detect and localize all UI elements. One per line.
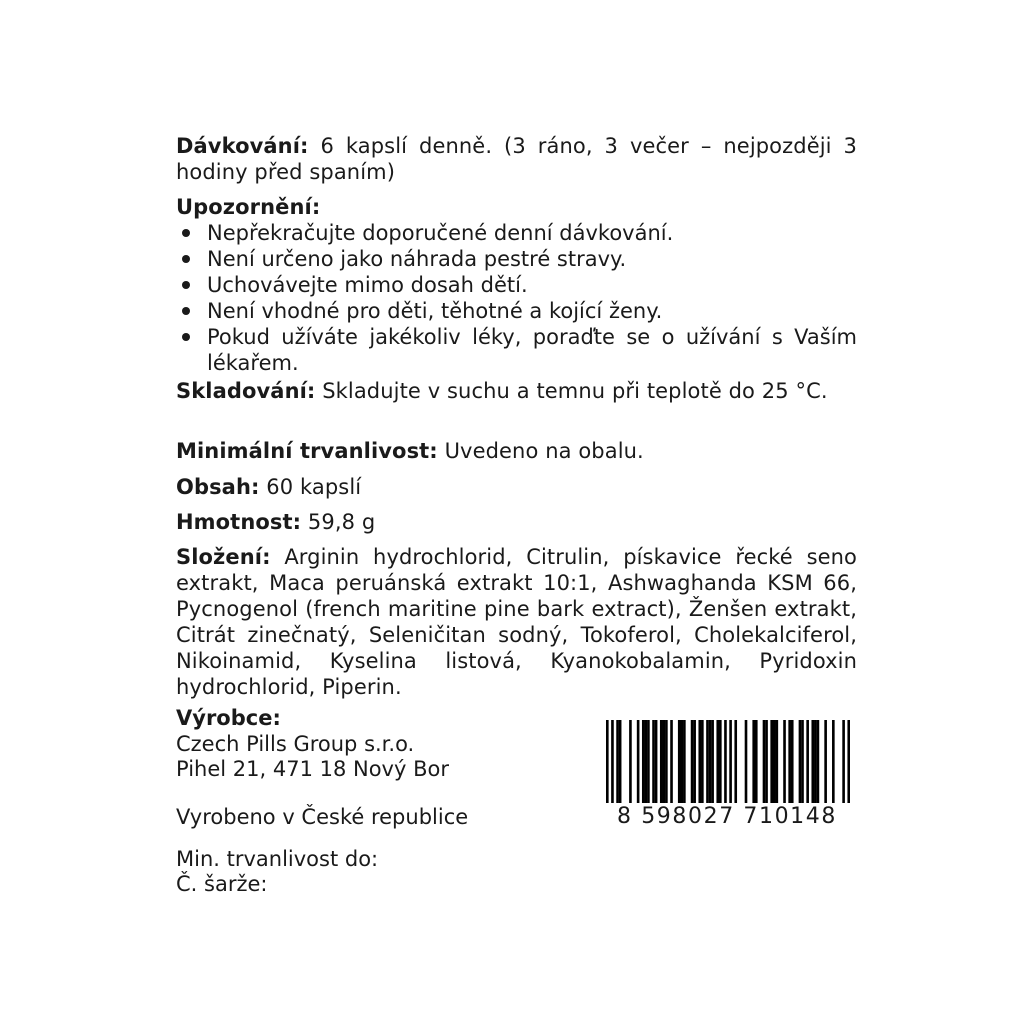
barcode-bar: [652, 720, 655, 810]
barcode-bar: [645, 720, 648, 810]
barcode-bar: [716, 720, 719, 810]
storage-text: Skladujte v suchu a temnu při teplotě do 25 °C.: [315, 379, 828, 403]
composition-paragraph: [176, 544, 857, 700]
barcode-bar: [629, 720, 632, 810]
barcode-bar: [660, 720, 663, 810]
barcode-bar: [832, 720, 835, 810]
weight-paragraph: [176, 509, 857, 535]
warning-item: Pokud užíváte jakékoliv léky, poraďte se o užívání s Vaším lékařem.: [176, 324, 857, 376]
origin-text: Vyrobeno v České republice: [176, 805, 469, 829]
barcode-bar: [806, 720, 809, 810]
barcode-bar: [619, 720, 622, 810]
barcode-bar: [783, 720, 786, 810]
composition-text: Arginin hydrochlorid, Citrulin, pískavice řecké seno extrakt, Maca peruánská extrakt 10:1, Ashwaghanda KSM 66, Pycnogenol (french maritine pine bark extract), Ženšen extrakt, Citrát zinečnatý, Seleničitan sodný, Tokoferol, Cholekalciferol, Nikoinamid, Kyselina listová, Kyanokobalamin, Pyridoxin hydrochlorid, Piperin.: [176, 545, 857, 699]
warnings-list: [176, 220, 857, 376]
barcode-bar: [642, 720, 645, 810]
barcode-bar: [755, 720, 758, 810]
barcode-bar: [693, 720, 696, 810]
storage-label: Skladování:: [176, 379, 316, 403]
barcode-bar: [763, 720, 766, 810]
barcode-bar: [788, 720, 791, 810]
barcode-bar: [663, 720, 666, 810]
barcode-bar: [824, 720, 827, 810]
composition-label: Složení:: [176, 545, 271, 569]
shelf-life-label: Minimální trvanlivost:: [176, 439, 438, 463]
warning-item: Není vhodné pro děti, těhotné a kojící ženy.: [176, 298, 857, 324]
batch-label: Č. šarže:: [176, 872, 268, 896]
warning-item: Není určeno jako náhrada pestré stravy.: [176, 246, 857, 272]
contents-label: Obsah:: [176, 475, 260, 499]
dosage-label: Dávkování:: [176, 134, 309, 158]
barcode-bar: [665, 720, 668, 810]
barcode-bar: [683, 720, 686, 810]
warning-item: Nepřekračujte doporučené denní dávkování.: [176, 220, 857, 246]
barcode-bar: [706, 720, 709, 810]
weight-label: Hmotnost:: [176, 510, 302, 534]
barcode-bar: [799, 720, 802, 810]
contents-paragraph: [176, 474, 857, 500]
barcode-bar: [745, 720, 748, 810]
barcode-bar: [655, 720, 658, 810]
barcode-digits: 8 598027 710148: [600, 803, 854, 830]
manufacturer-label: Výrobce:: [176, 706, 281, 730]
best-before-label: Min. trvanlivost do:: [176, 847, 379, 871]
barcode-bar: [698, 720, 701, 810]
barcode-bar: [709, 720, 712, 810]
shelf-life-text: Uvedeno na obalu.: [437, 439, 644, 463]
shelf-life-paragraph: [176, 438, 857, 464]
barcode-bar: [701, 720, 704, 810]
weight-text: 59,8 g: [301, 510, 376, 534]
dosage-paragraph: [176, 133, 857, 185]
barcode-bar: [770, 720, 773, 810]
barcode-bar: [765, 720, 768, 810]
barcode-bar: [678, 720, 681, 810]
barcode-bar: [680, 720, 683, 810]
warnings-heading: Upozornění:: [176, 195, 321, 219]
manufacturer-address: Pihel 21, 471 18 Nový Bor: [176, 757, 449, 781]
barcode-bar: [616, 720, 619, 810]
warning-item: Uchovávejte mimo dosah dětí.: [176, 272, 857, 298]
barcode-bar: [670, 720, 673, 810]
barcode-bar: [811, 720, 814, 810]
barcode-bar: [791, 720, 794, 810]
barcode-bar: [637, 720, 640, 810]
barcode-bar: [817, 720, 820, 810]
barcode-bar: [691, 720, 694, 810]
manufacturer-name: Czech Pills Group s.r.o.: [176, 732, 415, 756]
storage-paragraph: [176, 378, 857, 404]
barcode-bar: [719, 720, 722, 810]
barcode-bar: [801, 720, 804, 810]
barcode-bar: [734, 720, 737, 810]
barcode-bar: [711, 720, 714, 810]
barcode-bar: [647, 720, 650, 810]
barcode-bar: [752, 720, 755, 810]
barcode-bar: [773, 720, 776, 810]
dosage-text: 6 kapslí denně. (3 ráno, 3 večer – nejpozději 3 hodiny před spaním): [176, 134, 857, 184]
contents-text: 60 kapslí: [259, 475, 362, 499]
barcode-bar: [814, 720, 817, 810]
barcode-bar: [776, 720, 779, 810]
